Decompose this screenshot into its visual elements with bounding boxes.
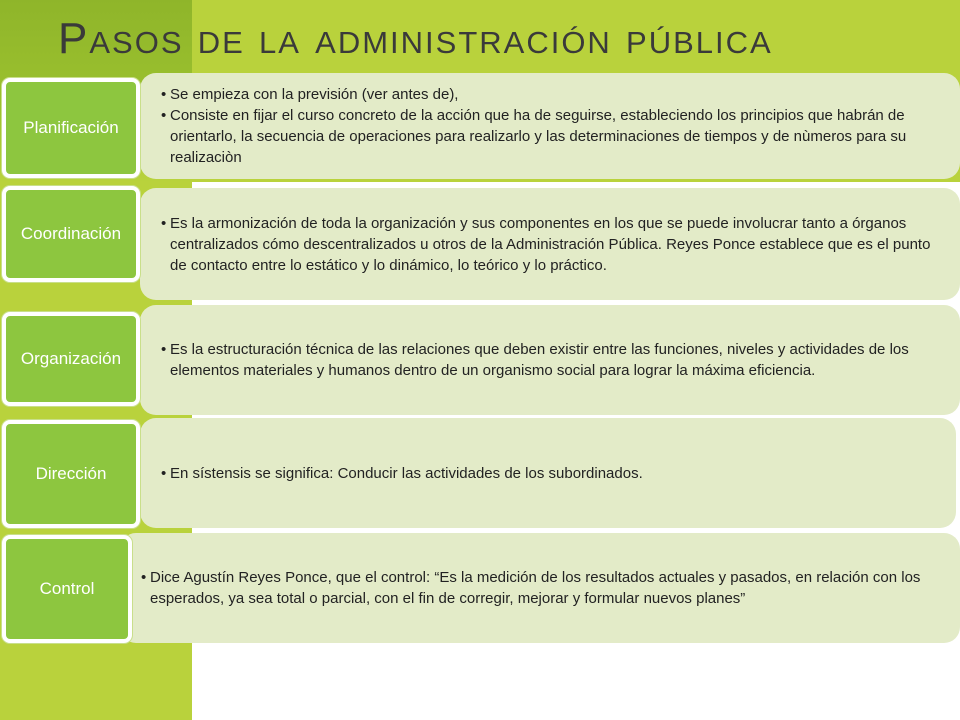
step-label-control: Control	[2, 535, 132, 643]
step-description-coordinacion	[140, 188, 960, 300]
step-label-coordinacion: Coordinación	[2, 186, 140, 282]
step-description-control	[120, 533, 960, 643]
bullet-list	[140, 213, 960, 276]
step-description-direccion	[140, 418, 956, 528]
bullet-item: • Es la estructuración técnica de las relaciones que deben existir entre las funciones, niveles y actividades de los elementos materiales y humanos dentro de un organismo social para lograr la máxima eficiencia.	[170, 339, 942, 381]
bullet-item: • Es la armonización de toda la organización y sus componentes en los que se puede involucrar tanto a órganos centralizados cómo descentralizados u otros de la Administración Pública. Reyes Ponce establece que es el punto de contacto entre lo estático y lo dinámico, lo teórico y lo práctico.	[170, 213, 942, 276]
bullet-list	[140, 84, 960, 168]
step-label-direccion: Dirección	[2, 420, 140, 528]
bullet-item: • Se empieza con la previsión (ver antes de),	[170, 84, 942, 105]
bullet-list	[120, 567, 960, 609]
bullet-list	[140, 463, 661, 484]
bullet-item: • Dice Agustín Reyes Ponce, que el control: “Es la medición de los resultados actuales y pasados, en relación con los esperados, ya sea total o parcial, con el fin de corregir, mejorar y formular nuevos planes”	[150, 567, 942, 609]
bullet-list	[140, 339, 960, 381]
bullet-item: • Consiste en fijar el curso concreto de la acción que ha de seguirse, estableciendo los principios que habrán de orientarlo, la secuencia de operaciones para realizarlo y las determinaciones de tiempos y de nùmeros para su realizaciòn	[170, 105, 942, 168]
bullet-item: • En sístensis se significa: Conducir las actividades de los subordinados.	[170, 463, 643, 484]
step-label-organizacion: Organización	[2, 312, 140, 406]
page-title: Pasos de la administración pública	[58, 14, 773, 63]
step-label-planificacion: Planificación	[2, 78, 140, 178]
step-description-planificacion	[140, 73, 960, 179]
step-description-organizacion	[140, 305, 960, 415]
